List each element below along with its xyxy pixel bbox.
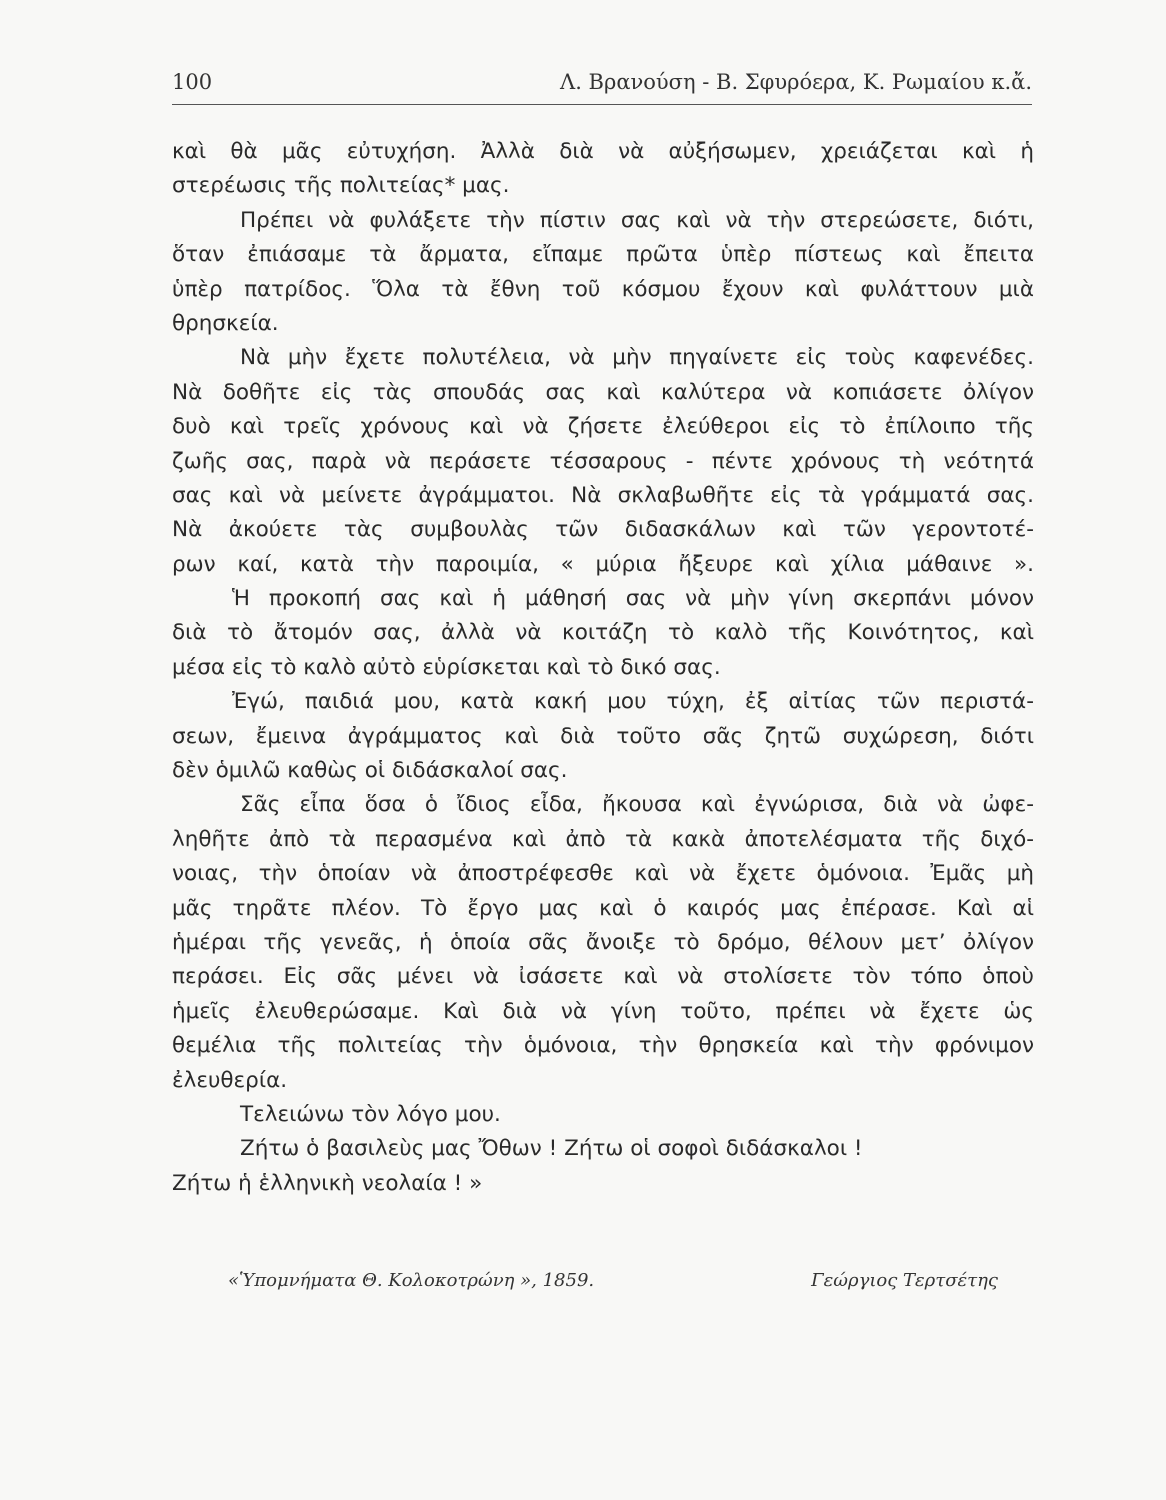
text-line: ὑπὲρ πατρίδος. Ὅλα τὰ ἔθνη τοῦ κόσμου ἔχουν καὶ φυλάττουν μιὰ [172, 276, 1034, 302]
running-head: Λ. Βρανούση - Β. Σφυρόερα, Κ. Ρωμαίου κ.ἄ. [560, 70, 1032, 94]
text-line: ρων καί, κατὰ τὴν παροιμία, « μύρια ἤξευρε καὶ χίλια μάθαινε ». [172, 551, 1034, 577]
text-line: σας καὶ νὰ μείνετε ἀγράμματοι. Νὰ σκλαβωθῆτε εἰς τὰ γράμματά σας. [172, 482, 1034, 508]
text-line: ὅταν ἐπιάσαμε τὰ ἄρματα, εἴπαμε πρῶτα ὑπὲρ πίστεως καὶ ἔπειτα [172, 242, 1034, 268]
text-line: Πρέπει νὰ φυλάξετε τὴν πίστιν σας καὶ νὰ τὴν στερεώσετε, διότι, [240, 207, 1034, 233]
text-line: μᾶς τηρᾶτε πλέον. Τὸ ἔργο μας καὶ ὁ καιρός μας ἐπέρασε. Καὶ αἱ [172, 895, 1034, 921]
text-line: Νὰ μὴν ἔχετε πολυτέλεια, νὰ μὴν πηγαίνετε εἰς τοὺς καφενέδες. [240, 345, 1034, 371]
text-line: Ζήτω ἡ ἑλληνικὴ νεολαία ! » [172, 1170, 483, 1196]
source-footer [228, 1270, 998, 1302]
text-line: σεων, ἔμεινα ἀγράμματος καὶ διὰ τοῦτο σᾶς ζητῶ συχώρεση, διότι [172, 723, 1034, 749]
text-line: Νὰ ἀκούετε τὰς συμβουλὰς τῶν διδασκάλων καὶ τῶν γεροντοτέ- [172, 517, 1034, 543]
text-line: θρησκεία. [172, 310, 279, 336]
text-line: ἡμεῖς ἐλευθερώσαμε. Καὶ διὰ νὰ γίνη τοῦτο, πρέπει νὰ ἔχετε ὡς [172, 998, 1034, 1024]
source-citation: «Ὑπομνήματα Θ. Κολοκοτρώνη », 1859. [228, 1270, 595, 1291]
text-line: Ζήτω ὁ βασιλεὺς μας Ὄθων ! Ζήτω οἱ σοφοὶ διδάσκαλοι ! [240, 1136, 863, 1162]
text-line: περάσει. Εἰς σᾶς μένει νὰ ἰσάσετε καὶ νὰ στολίσετε τὸν τόπο ὁποὺ [172, 964, 1034, 990]
body-text [172, 135, 1034, 1201]
page-number: 100 [172, 70, 213, 94]
text-line: Ἡ προκοπή σας καὶ ἡ μάθησή σας νὰ μὴν γίνη σκερπάνι μόνον [232, 586, 1034, 612]
text-line: Ἐγώ, παιδιά μου, κατὰ κακή μου τύχη, ἐξ αἰτίας τῶν περιστά- [232, 689, 1034, 715]
text-line: Νὰ δοθῆτε εἰς τὰς σπουδάς σας καὶ καλύτερα νὰ κοπιάσετε ὀλίγον [172, 379, 1034, 405]
text-line: ἐλευθερία. [172, 1067, 288, 1093]
text-line: ἡμέραι τῆς γενεᾶς, ἡ ὁποία σᾶς ἄνοιξε τὸ δρόμο, θέλουν μετ’ ὀλίγον [172, 929, 1034, 955]
text-line: στερέωσις τῆς πολιτείας* μας. [172, 173, 510, 199]
text-line: Σᾶς εἶπα ὅσα ὁ ἴδιος εἶδα, ἤκουσα καὶ ἐγνώρισα, διὰ νὰ ὠφε- [240, 792, 1034, 818]
text-line: ληθῆτε ἀπὸ τὰ περασμένα καὶ ἀπὸ τὰ κακὰ ἀποτελέσματα τῆς διχό- [172, 826, 1034, 852]
text-line: διὰ τὸ ἄτομόν σας, ἀλλὰ νὰ κοιτάζη τὸ καλὸ τῆς Κοινότητος, καὶ [172, 620, 1034, 646]
text-line: καὶ θὰ μᾶς εὐτυχήση. Ἀλλὰ διὰ νὰ αὐξήσωμεν, χρειάζεται καὶ ἡ [172, 139, 1034, 164]
text-line: ζωῆς σας, παρὰ νὰ περάσετε τέσσαρους - πέντε χρόνους τὴ νεότητά [172, 448, 1034, 474]
author-name: Γεώργιος Τερτσέτης [811, 1270, 998, 1291]
text-line: Τελειώνω τὸν λόγο μου. [240, 1101, 501, 1127]
text-line: δυὸ καὶ τρεῖς χρόνους καὶ νὰ ζήσετε ἐλεύθεροι εἰς τὸ ἐπίλοιπο τῆς [172, 414, 1034, 440]
text-line: νοιας, τὴν ὁποίαν νὰ ἀποστρέφεσθε καὶ νὰ ἔχετε ὁμόνοια. Ἐμᾶς μὴ [172, 861, 1034, 887]
text-line: μέσα εἰς τὸ καλὸ αὐτὸ εὑρίσκεται καὶ τὸ δικό σας. [172, 654, 721, 680]
text-line: δὲν ὁμιλῶ καθὼς οἱ διδάσκαλοί σας. [172, 758, 568, 784]
text-line: θεμέλια τῆς πολιτείας τὴν ὁμόνοια, τὴν θρησκεία καὶ τὴν φρόνιμον [172, 1033, 1034, 1059]
page-header [172, 70, 1032, 105]
